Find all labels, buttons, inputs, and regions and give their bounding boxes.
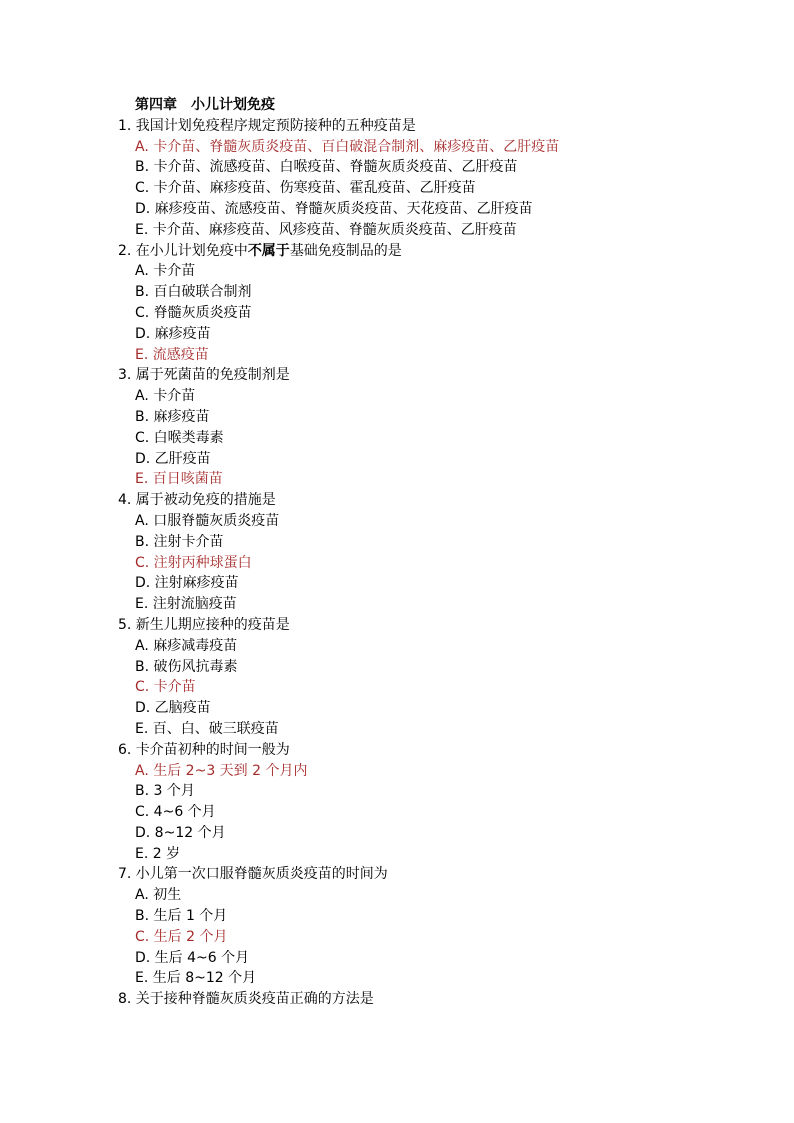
chapter-title: 第四章 小儿计划免疫 bbox=[135, 97, 275, 113]
question-stem: 3. 属于死菌苗的免疫制剂是 bbox=[118, 367, 290, 384]
option: D. 乙肝疫苗 bbox=[135, 450, 211, 467]
option: A. 口服脊髓灰质炎疫苗 bbox=[135, 512, 280, 529]
question-stem bbox=[118, 241, 754, 262]
option: E. 2 岁 bbox=[135, 845, 181, 862]
option: D. 乙脑疫苗 bbox=[135, 700, 211, 717]
option: C. 白喉类毒素 bbox=[135, 429, 224, 446]
question-stem: 5. 新生儿期应接种的疫苗是 bbox=[118, 616, 290, 633]
option-correct: C. 注射丙种球蛋白 bbox=[135, 554, 252, 571]
option: D. 8~12 个月 bbox=[135, 824, 226, 841]
option: B. 生后 1 个月 bbox=[135, 908, 228, 925]
option: E. 注射流脑疫苗 bbox=[135, 596, 237, 613]
option: C. 4~6 个月 bbox=[135, 804, 216, 821]
option: D. 麻疹疫苗 bbox=[135, 325, 211, 342]
option: A. 初生 bbox=[135, 887, 182, 904]
option: B. 3 个月 bbox=[135, 783, 195, 800]
question-stem-post: 基础免疫制品的是 bbox=[289, 242, 402, 259]
option-correct: A. 卡介苗、脊髓灰质炎疫苗、百白破混合制剂、麻疹疫苗、乙肝疫苗 bbox=[135, 138, 560, 155]
option-correct: E. 流感疫苗 bbox=[135, 346, 209, 363]
question-stem-emphasis: 不属于 bbox=[247, 242, 290, 259]
option: B. 破伤风抗毒素 bbox=[135, 658, 238, 675]
option: D. 生后 4~6 个月 bbox=[135, 949, 250, 966]
option: D. 麻疹疫苗、流感疫苗、脊髓灰质炎疫苗、天花疫苗、乙肝疫苗 bbox=[135, 200, 533, 217]
question-stem-pre: 2. 在小儿计划免疫中 bbox=[118, 242, 248, 259]
option: B. 注射卡介苗 bbox=[135, 533, 224, 550]
question-stem: 6. 卡介苗初种的时间一般为 bbox=[118, 741, 290, 758]
option: A. 卡介苗 bbox=[135, 388, 196, 405]
question-stem: 4. 属于被动免疫的措施是 bbox=[118, 492, 276, 509]
question-stem: 1. 我国计划免疫程序规定预防接种的五种疫苗是 bbox=[118, 117, 416, 134]
option: A. 卡介苗 bbox=[135, 263, 196, 280]
option-correct: C. 生后 2 个月 bbox=[135, 928, 228, 945]
option: E. 卡介苗、麻疹疫苗、风疹疫苗、脊髓灰质炎疫苗、乙肝疫苗 bbox=[135, 221, 517, 238]
document-body bbox=[118, 95, 754, 1010]
option: C. 卡介苗、麻疹疫苗、伤寒疫苗、霍乱疫苗、乙肝疫苗 bbox=[135, 180, 476, 197]
option: B. 卡介苗、流感疫苗、白喉疫苗、脊髓灰质炎疫苗、乙肝疫苗 bbox=[135, 159, 518, 176]
option: E. 生后 8~12 个月 bbox=[135, 970, 257, 987]
option: D. 注射麻疹疫苗 bbox=[135, 575, 239, 592]
option-correct: A. 生后 2~3 天到 2 个月内 bbox=[135, 762, 308, 779]
option: B. 麻疹疫苗 bbox=[135, 408, 210, 425]
option: A. 麻疹减毒疫苗 bbox=[135, 637, 238, 654]
option: E. 百、白、破三联疫苗 bbox=[135, 720, 279, 737]
option-correct: E. 百日咳菌苗 bbox=[135, 471, 223, 488]
question-stem: 8. 关于接种脊髓灰质炎疫苗正确的方法是 bbox=[118, 991, 374, 1008]
question-stem: 7. 小儿第一次口服脊髓灰质炎疫苗的时间为 bbox=[118, 866, 388, 883]
option-correct: C. 卡介苗 bbox=[135, 679, 196, 696]
option: C. 脊髓灰质炎疫苗 bbox=[135, 304, 252, 321]
option: B. 百白破联合制剂 bbox=[135, 284, 252, 301]
